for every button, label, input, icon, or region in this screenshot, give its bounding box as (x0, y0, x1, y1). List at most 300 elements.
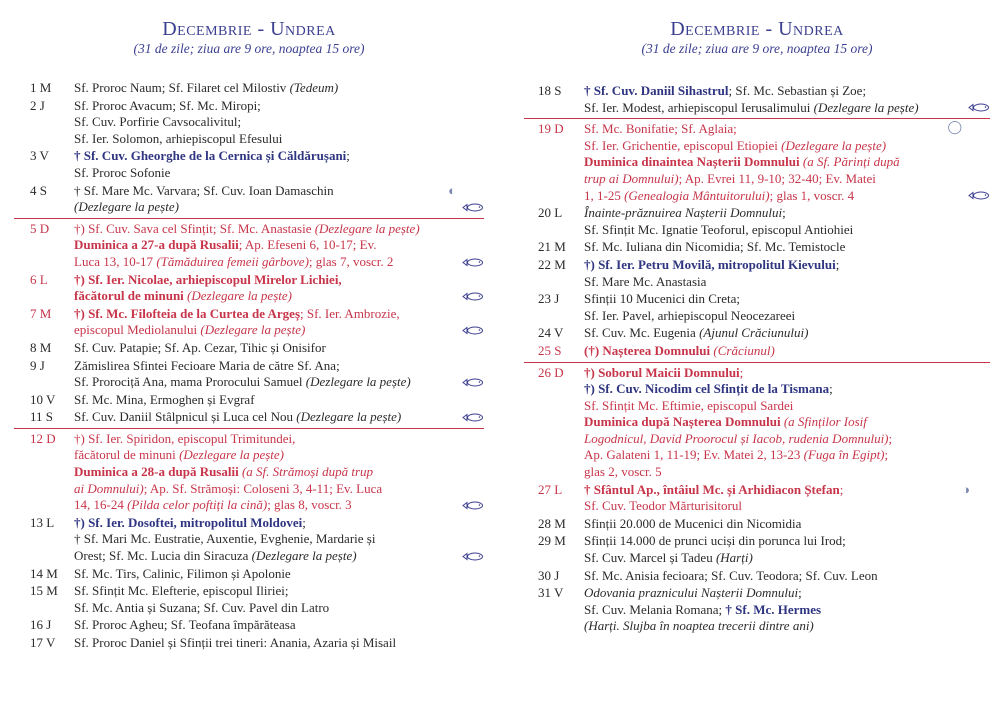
entry-text (584, 83, 990, 100)
entry-text (74, 409, 484, 426)
text-run: Sf. Proroc Sofonie (74, 164, 171, 180)
text-run: †) Sf. Cuv. Nicodim cel Sfințit de la Tismana (584, 381, 830, 397)
entry-text (74, 199, 484, 216)
entry-line (14, 254, 484, 271)
date-spacer (524, 100, 584, 117)
day-entry (524, 239, 990, 257)
entry-line (14, 531, 484, 548)
entry-text (74, 515, 484, 532)
entry-text (74, 392, 484, 409)
text-run: †) Sf. Ier. Spiridon, episcopul Trimitundei, (74, 430, 296, 446)
text-run: ; (302, 514, 306, 530)
text-run: ; Sf. Ier. Ambrozie, (300, 305, 400, 321)
day-date: 13 L (30, 514, 55, 530)
date-spacer (14, 447, 74, 464)
entry-text (584, 431, 990, 448)
entry-text (74, 358, 484, 375)
day-date: 3 V (30, 148, 49, 164)
day-entry (14, 272, 484, 306)
entry-line (14, 600, 484, 617)
text-run: Odovania praznicului Nașterii Domnului (584, 585, 799, 601)
text-run: (†) Nașterea Domnului (584, 342, 714, 358)
date-spacer (524, 398, 584, 415)
text-run: (Dezlegare la pește) (813, 99, 919, 115)
day-entry (14, 306, 484, 340)
day-entry (14, 98, 484, 149)
text-run: ; Sf. Mc. Sebastian și Zoe; (728, 83, 867, 98)
entry-text (584, 414, 990, 431)
day-date: 27 L (538, 481, 563, 497)
day-entry (14, 409, 484, 427)
text-run: episcopul Mediolanului (74, 322, 201, 338)
day-date: 18 S (538, 83, 562, 98)
day-entry (14, 183, 484, 217)
entry-text (584, 602, 990, 619)
entry-line (14, 431, 484, 448)
entry-text (74, 374, 484, 391)
moon-phase-icon: ◯ (947, 119, 962, 135)
calendar-page-left (14, 0, 484, 714)
entry-line (524, 154, 990, 171)
day-entry (14, 583, 484, 617)
date-spacer (14, 531, 74, 548)
day-date: 25 S (538, 342, 562, 358)
entry-line (14, 497, 484, 514)
entry-text (584, 618, 990, 635)
entry-line (14, 464, 484, 481)
entry-text (584, 121, 990, 138)
entry-line (14, 358, 484, 375)
day-date: 12 D (30, 430, 56, 446)
day-date: 4 S (30, 182, 47, 198)
text-run: †) Sf. Mc. Filofteia de la Curtea de Argeș (74, 305, 301, 321)
entry-line (14, 548, 484, 565)
text-run: Sf. Cuv. Daniil Stâlpnicul și Luca cel Nou (74, 409, 297, 425)
text-run: † Sf. Cuv. Daniil Sihastrul (584, 83, 729, 98)
day-date: 28 M (538, 515, 566, 531)
entry-text (74, 583, 484, 600)
text-run: făcătorul de minuni (74, 447, 180, 463)
text-run: Sf. Proroc Naum; Sf. Filaret cel Milostiv (74, 80, 290, 95)
entry-text (74, 600, 484, 617)
day-date: 2 J (30, 97, 45, 113)
entry-text (584, 325, 990, 342)
day-date: 29 M (538, 533, 566, 549)
text-run: (a Sfinților Iosif (783, 414, 867, 430)
day-date: 5 D (30, 220, 50, 236)
entry-line (14, 374, 484, 391)
entry-line (524, 205, 990, 222)
entry-line (14, 80, 484, 97)
text-run: Sf. Cuv. Mc. Eugenia (584, 325, 700, 341)
fish-icon (462, 413, 484, 425)
text-run: ; Ap. Evrei 11, 9-10; 32-40; Ev. Matei (678, 170, 876, 186)
text-run: Sf. Mc. Iuliana din Nicomidia; Sf. Mc. Temistocle (584, 239, 846, 255)
entry-line (524, 274, 990, 291)
text-run: (Dezlegare la pește) (251, 548, 357, 564)
text-run: Sf. Cuv. Teodor Mărturisitorul (584, 498, 742, 514)
entry-line (524, 431, 990, 448)
entry-text (584, 447, 990, 464)
date-spacer (14, 165, 74, 182)
entry-text (584, 100, 990, 117)
day-date: 9 J (30, 357, 45, 373)
text-run: Sf. Proroc Daniel și Sfinții trei tineri: Anania, Azaria și Misail (74, 635, 397, 650)
text-run: Sf. Mc. Anisia fecioara; Sf. Cuv. Teodora; Sf. Cuv. Leon (584, 567, 878, 583)
date-spacer (524, 308, 584, 325)
text-run: (Harți) (715, 550, 753, 566)
date-spacer (14, 131, 74, 148)
entry-text (584, 398, 990, 415)
day-entry (524, 343, 990, 361)
text-run: †) Sf. Ier. Dosoftei, mitropolitul Moldovei (74, 514, 303, 530)
text-run: ; (798, 585, 802, 601)
day-entry (14, 218, 484, 272)
text-run: Sf. Cuv. Porfirie Cavsocalivitul; (74, 114, 242, 130)
entry-text (74, 322, 484, 339)
text-run: 14, 16-24 (74, 497, 128, 513)
day-date: 8 M (30, 339, 52, 355)
entry-line (524, 100, 990, 117)
entry-line (14, 131, 484, 148)
entry-text (584, 482, 990, 499)
entry-text (74, 98, 484, 115)
text-run: Sf. Prorociță Ana, mama Prorocului Samuel (74, 374, 306, 390)
day-date: 14 M (30, 565, 58, 581)
entry-line (524, 121, 990, 138)
entry-text (74, 221, 484, 238)
text-run: Sf. Ier. Solomon, arhiepiscopul Efesului (74, 130, 283, 146)
text-run: †) Sf. Cuv. Sava cel Sfințit; Sf. Mc. Anastasie (74, 220, 315, 236)
entry-line (524, 381, 990, 398)
entry-line (524, 257, 990, 274)
day-date: 24 V (538, 325, 564, 341)
entry-line (14, 617, 484, 634)
date-spacer (524, 154, 584, 171)
day-entry (524, 325, 990, 343)
entry-text (74, 497, 484, 514)
entry-text (74, 114, 484, 131)
text-run: ; (888, 430, 893, 446)
text-run: (Crăciunul) (713, 342, 775, 358)
date-spacer (524, 550, 584, 567)
entry-line (524, 291, 990, 308)
entry-text (74, 548, 484, 565)
text-run: Duminica a 28-a după Rusalii (74, 464, 242, 480)
date-spacer (14, 237, 74, 254)
text-run: ; glas 1, voscr. 4 (769, 187, 855, 203)
entry-line (14, 583, 484, 600)
text-run: Sf. Sfințit Mc. Elefterie, episcopul Iliriei; (74, 583, 289, 599)
text-run: Sfinții 10 Mucenici din Creta; (584, 291, 740, 307)
date-spacer (524, 602, 584, 619)
day-date: 19 D (538, 121, 564, 137)
day-entry (14, 635, 484, 653)
day-entry (14, 515, 484, 566)
day-entry (524, 516, 990, 534)
entry-text (74, 635, 484, 652)
text-run: Luca 13, 10-17 (74, 253, 157, 269)
entry-text (74, 481, 484, 498)
entry-text (74, 272, 484, 289)
entry-line (14, 306, 484, 323)
date-spacer (524, 274, 584, 291)
calendar-page-right (524, 0, 990, 714)
text-run: trup ai Domnului) (584, 170, 679, 186)
day-list (14, 80, 484, 653)
fish-icon (968, 191, 990, 203)
entry-text (584, 257, 990, 274)
entry-line (524, 414, 990, 431)
text-run: ; glas 7, voscr. 2 (308, 253, 394, 269)
entry-line (524, 550, 990, 567)
text-run: Sf. Cuv. Marcel și Tadeu (584, 550, 716, 566)
entry-text (74, 617, 484, 634)
day-entry (524, 482, 990, 516)
entry-line (14, 566, 484, 583)
entry-line (14, 221, 484, 238)
entry-line (14, 237, 484, 254)
text-run: ; Ap. Sf. Strămoși: Coloseni 3, 4-11; Ev. Luca (143, 480, 383, 496)
entry-line (524, 516, 990, 533)
text-run: (Genealogia Mântuitorului) (624, 187, 770, 203)
fish-icon (462, 258, 484, 270)
date-spacer (524, 138, 584, 155)
entry-line (524, 602, 990, 619)
entry-text (584, 533, 990, 550)
text-run: (Harți. Slujba în noaptea trecerii dintre ani) (584, 618, 814, 634)
entry-line (524, 585, 990, 602)
entry-line (524, 343, 990, 360)
text-run: † Sf. Mc. Hermes (725, 601, 822, 617)
text-run: Zămislirea Sfintei Fecioare Maria de către Sf. Ana; (74, 357, 340, 373)
entry-line (14, 515, 484, 532)
text-run: Duminica dinaintea Nașterii Domnului (584, 154, 803, 170)
text-run: (Tedeum) (289, 80, 339, 95)
entry-text (74, 254, 484, 271)
text-run: † Sf. Mare Mc. Varvara; Sf. Cuv. Ioan Damaschin (74, 182, 334, 198)
day-date: 1 M (30, 80, 52, 95)
entry-text (584, 222, 990, 239)
entry-line (14, 98, 484, 115)
date-spacer (14, 481, 74, 498)
text-run: (a Sf. Părinți după (802, 154, 900, 170)
text-run: Sf. Cuv. Melania Romana; (584, 601, 726, 617)
text-run: (Dezlegare la pește) (187, 288, 292, 304)
text-run: Orest; Sf. Mc. Lucia din Siracuza (74, 548, 252, 564)
day-entry (14, 566, 484, 584)
entry-text (74, 165, 484, 182)
text-run: glas 2, voscr. 5 (584, 464, 662, 480)
entry-line (524, 533, 990, 550)
date-spacer (14, 199, 74, 216)
day-entry (524, 118, 990, 205)
entry-line (14, 447, 484, 464)
entry-text (584, 498, 990, 515)
date-spacer (14, 374, 74, 391)
text-run: Sf. Sfințit Mc. Ignatie Teoforul, episcopul Antiohiei (584, 221, 854, 237)
date-spacer (14, 322, 74, 339)
entry-line (524, 222, 990, 239)
entry-text (74, 183, 484, 200)
text-run: †) Soborul Maicii Domnului (584, 364, 740, 380)
text-run: Ap. Galateni 1, 11-19; Ev. Matei 2, 13-23 (584, 447, 804, 463)
text-run: Sf. Proroc Avacum; Sf. Mc. Miropi; (74, 97, 261, 113)
day-entry (524, 257, 990, 291)
entry-text (584, 188, 990, 205)
text-run: Sf. Mc. Bonifatie; Sf. Aglaia; (584, 121, 737, 137)
date-spacer (524, 498, 584, 515)
fish-icon (462, 378, 484, 390)
entry-text (584, 343, 990, 360)
text-run: ; (839, 481, 844, 497)
entry-line (14, 322, 484, 339)
text-run: Sf. Sfințit Mc. Eftimie, episcopul Sardei (584, 397, 794, 413)
entry-line (524, 498, 990, 515)
date-spacer (14, 464, 74, 481)
text-run: (Dezlegare la pește) (781, 137, 887, 153)
date-spacer (14, 114, 74, 131)
entry-line (524, 618, 990, 635)
date-spacer (524, 381, 584, 398)
text-run: ; (835, 256, 840, 272)
text-run: †) Sf. Ier. Petru Movilă, mitropolitul Kievului (584, 256, 836, 272)
entry-text (584, 550, 990, 567)
entry-text (584, 171, 990, 188)
fish-icon (968, 103, 990, 115)
entry-text (584, 308, 990, 325)
entry-line (524, 138, 990, 155)
entry-line (524, 568, 990, 585)
text-run: Sfinții 20.000 de Mucenici din Nicomidia (584, 515, 802, 531)
entry-text (584, 365, 990, 382)
page-subtitle: (31 de zile; ziua are 9 ore, noaptea 15 ore) (641, 41, 873, 56)
entry-text (74, 288, 484, 305)
text-run: ; (829, 381, 833, 397)
entry-line (524, 188, 990, 205)
day-list (524, 83, 990, 636)
entry-line (14, 183, 484, 200)
text-run: Sf. Proroc Agheu; Sf. Teofana împărăteasa (74, 617, 296, 633)
moon-phase-icon: ◐ (448, 182, 456, 198)
day-date: 26 D (538, 364, 564, 380)
text-run: † Sf. Mari Mc. Eustratie, Auxentie, Evghenie, Mardarie și (74, 531, 376, 547)
date-spacer (524, 222, 584, 239)
entry-text (74, 447, 484, 464)
text-run: ; Ap. Efeseni 6, 10-17; Ev. (238, 237, 377, 253)
entry-line (14, 392, 484, 409)
day-date: 6 L (30, 271, 48, 287)
entry-text (74, 306, 484, 323)
date-spacer (524, 447, 584, 464)
fish-icon (462, 203, 484, 215)
entry-text (74, 566, 484, 583)
entry-text (584, 291, 990, 308)
entry-line (524, 83, 990, 100)
entry-text (74, 464, 484, 481)
entry-text (74, 148, 484, 165)
text-run: (Dezlegare la pește) (179, 447, 284, 463)
text-run: (Fuga în Egipt) (803, 447, 885, 463)
fish-icon (462, 501, 484, 513)
day-date: 23 J (538, 291, 560, 307)
text-run: Sf. Mc. Mina, Ermoghen și Evgraf (74, 391, 255, 407)
fish-icon (462, 292, 484, 304)
text-run: ; (739, 364, 744, 380)
fish-icon (462, 552, 484, 564)
text-run: (Ajunul Crăciunului) (699, 325, 809, 341)
entry-text (584, 568, 990, 585)
text-run: Duminica după Nașterea Domnului (584, 414, 784, 430)
entry-text (584, 138, 990, 155)
text-run: ; (346, 148, 350, 164)
day-date: 20 L (538, 205, 563, 221)
entry-text (584, 381, 990, 398)
day-entry (14, 617, 484, 635)
date-spacer (14, 254, 74, 271)
day-date: 10 V (30, 391, 56, 407)
date-spacer (524, 618, 584, 635)
text-run: † Sfântul Ap., întâiul Mc. și Arhidiacon Ștefan (584, 481, 840, 497)
entry-line (14, 481, 484, 498)
entry-text (74, 237, 484, 254)
text-run: (Tămăduirea femeii gârbove) (156, 253, 309, 269)
day-date: 17 V (30, 635, 56, 650)
entry-text (74, 131, 484, 148)
day-entry (524, 362, 990, 482)
text-run: † Sf. Cuv. Gheorghe de la Cernica și Căldărușani (74, 148, 347, 164)
text-run: Sf. Ier. Pavel, arhiepiscopul Neocezareei (584, 307, 796, 323)
moon-phase-icon: ◑ (962, 481, 970, 497)
day-entry (14, 148, 484, 182)
day-entry (524, 568, 990, 586)
text-run: Sfinții 14.000 de prunci uciși din porunca lui Irod; (584, 533, 846, 549)
entry-text (74, 531, 484, 548)
entry-line (524, 308, 990, 325)
text-run: (a Sf. Strămoși după trup (241, 464, 374, 480)
date-spacer (524, 188, 584, 205)
entry-line (524, 171, 990, 188)
day-date: 31 V (538, 585, 564, 601)
entry-text (584, 154, 990, 171)
text-run: (Dezlegare la pește) (305, 374, 411, 390)
text-run: Sf. Cuv. Patapie; Sf. Ap. Cezar, Tihic și Onisifor (74, 339, 326, 355)
text-run: Duminica a 27-a după Rusalii (74, 237, 239, 253)
entry-line (14, 165, 484, 182)
text-run: (Dezlegare la pește) (74, 199, 179, 215)
day-entry (524, 533, 990, 567)
fish-icon (462, 326, 484, 338)
text-run: (Dezlegare la pește) (200, 322, 306, 338)
text-run: Sf. Mare Mc. Anastasia (584, 273, 707, 289)
day-entry (14, 358, 484, 392)
day-entry (524, 585, 990, 636)
text-run: (Dezlegare la pește) (296, 409, 402, 425)
day-entry (524, 83, 990, 117)
day-date: 15 M (30, 583, 58, 599)
entry-text (74, 431, 484, 448)
page-title: Decembrie - Undrea (162, 18, 336, 40)
text-run: Sf. Ier. Grichentie, episcopul Etiopiei (584, 137, 782, 153)
date-spacer (524, 431, 584, 448)
text-run: Logodnicul, David Proorocul și Iacob, rudenia Domnului) (584, 430, 889, 446)
date-spacer (14, 600, 74, 617)
text-run: Sf. Ier. Modest, arhiepiscopul Ierusalimului (584, 99, 814, 115)
entry-text (74, 80, 484, 97)
text-run: Sf. Mc. Tirs, Calinic, Filimon și Apolonie (74, 565, 291, 581)
date-spacer (14, 497, 74, 514)
text-run: 1, 1-25 (584, 187, 625, 203)
